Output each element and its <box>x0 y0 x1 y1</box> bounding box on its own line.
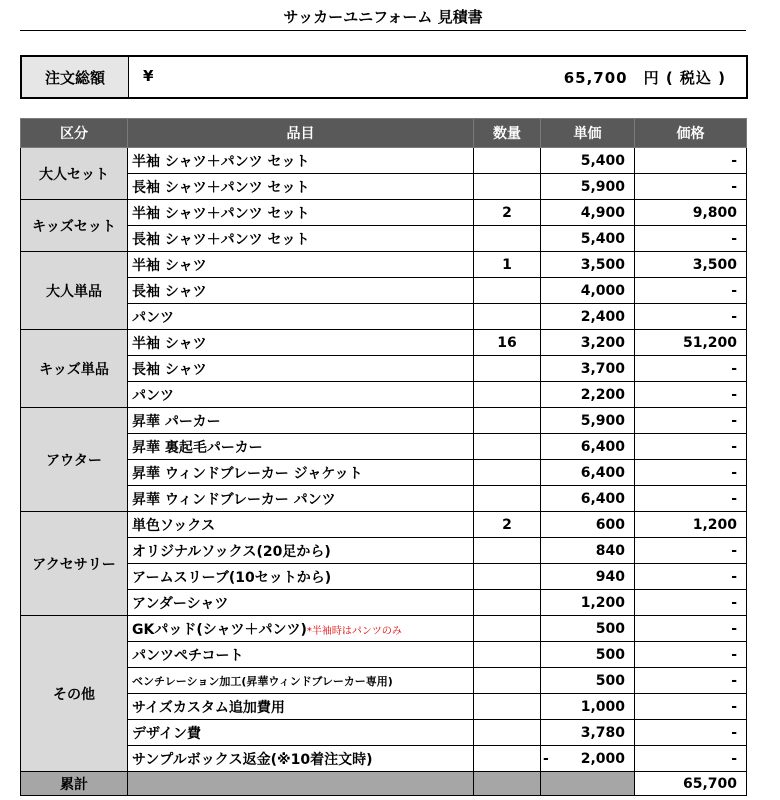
item-cell <box>128 434 474 460</box>
unit-price-cell: 6,400 <box>541 486 635 512</box>
item-cell <box>128 278 474 304</box>
unit-price-cell: 6,400 <box>541 460 635 486</box>
quantity-cell <box>474 460 541 486</box>
category-cell: アクセサリー <box>21 512 128 616</box>
table-row <box>21 434 747 460</box>
price-cell: 51,200 <box>635 330 747 356</box>
quantity-cell <box>474 304 541 330</box>
quantity-cell <box>474 746 541 772</box>
unit-price-cell: 3,700 <box>541 356 635 382</box>
total-row-value: 65,700 <box>635 772 747 796</box>
unit-price-cell: 3,500 <box>541 252 635 278</box>
unit-price-cell: 840 <box>541 538 635 564</box>
unit-price-cell: 1,000 <box>541 694 635 720</box>
table-header-row <box>21 119 747 148</box>
table-row <box>21 694 747 720</box>
table-row <box>21 512 747 538</box>
unit-price-cell <box>541 746 635 772</box>
table-row <box>21 382 747 408</box>
unit-price-cell: 5,900 <box>541 174 635 200</box>
table-row <box>21 200 747 226</box>
price-cell: 9,800 <box>635 200 747 226</box>
quantity-cell <box>474 486 541 512</box>
quantity-cell <box>474 226 541 252</box>
table-row <box>21 356 747 382</box>
price-cell: - <box>635 694 747 720</box>
price-cell: - <box>635 148 747 174</box>
item-name: パンツ <box>132 309 174 326</box>
item-cell <box>128 330 474 356</box>
table-row <box>21 486 747 512</box>
unit-price-cell: 940 <box>541 564 635 590</box>
quantity-cell <box>474 148 541 174</box>
item-name: 昇華 ウィンドブレーカー パンツ <box>132 491 336 508</box>
price-cell: - <box>635 408 747 434</box>
quantity-cell <box>474 642 541 668</box>
quantity-cell <box>474 538 541 564</box>
price-cell: 1,200 <box>635 512 747 538</box>
header-category: 区分 <box>21 119 128 148</box>
price-cell: - <box>635 564 747 590</box>
category-cell: キッズセット <box>21 200 128 252</box>
item-cell <box>128 252 474 278</box>
total-row-blank <box>474 772 541 796</box>
item-name: パンツ <box>132 387 174 404</box>
table-row <box>21 720 747 746</box>
item-name: 長袖 シャツ <box>132 283 207 300</box>
item-name: 長袖 シャツ <box>132 361 207 378</box>
price-cell: - <box>635 486 747 512</box>
quantity-cell <box>474 356 541 382</box>
item-cell <box>128 460 474 486</box>
header-unit-price: 単価 <box>541 119 635 148</box>
price-cell: 3,500 <box>635 252 747 278</box>
price-cell: - <box>635 590 747 616</box>
table-row <box>21 460 747 486</box>
item-name: デザイン費 <box>132 725 202 742</box>
unit-price-cell: 4,900 <box>541 200 635 226</box>
category-cell: アウター <box>21 408 128 512</box>
table-row <box>21 746 747 772</box>
table-row <box>21 642 747 668</box>
quantity-cell <box>474 590 541 616</box>
item-cell <box>128 356 474 382</box>
quantity-cell <box>474 382 541 408</box>
table-row <box>21 668 747 694</box>
price-cell: - <box>635 304 747 330</box>
table-row <box>21 148 747 174</box>
unit-price-cell: 3,200 <box>541 330 635 356</box>
unit-price-cell: 2,200 <box>541 382 635 408</box>
item-cell <box>128 200 474 226</box>
item-cell <box>128 746 474 772</box>
item-note: *半袖時はパンツのみ <box>306 625 402 637</box>
item-name: サンプルボックス返金(※10着注文時) <box>132 751 373 768</box>
unit-price-cell: 500 <box>541 668 635 694</box>
item-name: サイズカスタム追加費用 <box>132 699 285 716</box>
table-row <box>21 330 747 356</box>
unit-price-cell: 2,400 <box>541 304 635 330</box>
category-cell: 大人単品 <box>21 252 128 330</box>
quantity-cell <box>474 408 541 434</box>
total-row-blank <box>541 772 635 796</box>
item-name: オリジナルソックス(20足から) <box>132 543 331 560</box>
item-name: 半袖 シャツ <box>132 257 207 274</box>
unit-price-cell: 600 <box>541 512 635 538</box>
unit-price-cell: 6,400 <box>541 434 635 460</box>
quantity-cell <box>474 278 541 304</box>
table-row <box>21 278 747 304</box>
item-name: 昇華 パーカー <box>132 413 221 430</box>
quantity-cell: 1 <box>474 252 541 278</box>
item-cell <box>128 226 474 252</box>
order-total-value <box>129 57 746 97</box>
currency-symbol: ¥ <box>143 67 154 85</box>
total-row <box>21 772 747 796</box>
unit-price-value: 2,000 <box>580 750 625 767</box>
item-cell <box>128 486 474 512</box>
total-row-label: 累計 <box>21 772 128 796</box>
order-total-label: 注文総額 <box>22 57 129 97</box>
item-cell <box>128 304 474 330</box>
item-cell <box>128 642 474 668</box>
header-price: 価格 <box>635 119 747 148</box>
table-row <box>21 226 747 252</box>
quantity-cell: 2 <box>474 200 541 226</box>
item-cell <box>128 512 474 538</box>
item-cell <box>128 590 474 616</box>
item-name: ベンチレーション加工(昇華ウィンドブレーカー専用) <box>132 674 393 688</box>
item-name: パンツペチコート <box>132 647 244 664</box>
item-name: 長袖 シャツ＋パンツ セット <box>132 231 310 248</box>
price-cell: - <box>635 356 747 382</box>
quantity-cell <box>474 434 541 460</box>
price-cell: - <box>635 720 747 746</box>
table-row <box>21 408 747 434</box>
item-name: 単色ソックス <box>132 517 216 534</box>
table-row <box>21 590 747 616</box>
header-quantity: 数量 <box>474 119 541 148</box>
price-cell: - <box>635 460 747 486</box>
unit-price-cell: 5,400 <box>541 148 635 174</box>
item-name: 半袖 シャツ＋パンツ セット <box>132 153 310 170</box>
unit-price-cell: 1,200 <box>541 590 635 616</box>
price-cell: - <box>635 174 747 200</box>
price-cell: - <box>635 746 747 772</box>
price-cell: - <box>635 434 747 460</box>
price-cell: - <box>635 382 747 408</box>
item-cell <box>128 616 474 642</box>
item-name: GKパッド(シャツ＋パンツ) <box>132 621 307 638</box>
item-cell <box>128 408 474 434</box>
unit-price-cell: 3,780 <box>541 720 635 746</box>
estimate-table <box>20 118 747 796</box>
document-title: サッカーユニフォーム 見積書 <box>283 8 483 26</box>
price-cell: - <box>635 538 747 564</box>
order-total-amount: 65,700 円 ( 税込 ) <box>563 69 726 87</box>
quantity-cell <box>474 174 541 200</box>
unit-price-cell: 500 <box>541 642 635 668</box>
title-underline <box>20 30 746 31</box>
quantity-cell: 2 <box>474 512 541 538</box>
table-row <box>21 616 747 642</box>
price-cell: - <box>635 278 747 304</box>
category-cell: 大人セット <box>21 148 128 200</box>
item-cell <box>128 148 474 174</box>
unit-price-sign: - <box>543 750 549 767</box>
item-cell <box>128 720 474 746</box>
price-cell: - <box>635 226 747 252</box>
header-item: 品目 <box>128 119 474 148</box>
table-row <box>21 174 747 200</box>
item-name: アームスリーブ(10セットから) <box>132 569 332 586</box>
item-cell <box>128 668 474 694</box>
category-cell: キッズ単品 <box>21 330 128 408</box>
price-cell: - <box>635 616 747 642</box>
unit-price-cell: 4,000 <box>541 278 635 304</box>
item-name: 半袖 シャツ <box>132 335 207 352</box>
item-cell <box>128 382 474 408</box>
item-name: 昇華 ウィンドブレーカー ジャケット <box>132 465 363 482</box>
quantity-cell <box>474 564 541 590</box>
quantity-cell <box>474 720 541 746</box>
category-cell: その他 <box>21 616 128 772</box>
table-row <box>21 304 747 330</box>
estimate-body <box>21 148 747 772</box>
quantity-cell <box>474 668 541 694</box>
item-cell <box>128 538 474 564</box>
unit-price-cell: 5,900 <box>541 408 635 434</box>
price-cell: - <box>635 642 747 668</box>
item-cell <box>128 174 474 200</box>
item-cell <box>128 564 474 590</box>
order-total-box <box>20 55 748 99</box>
table-row <box>21 564 747 590</box>
unit-price-cell: 500 <box>541 616 635 642</box>
item-name: 長袖 シャツ＋パンツ セット <box>132 179 310 196</box>
price-cell: - <box>635 668 747 694</box>
table-row <box>21 538 747 564</box>
item-name: 半袖 シャツ＋パンツ セット <box>132 205 310 222</box>
quantity-cell <box>474 616 541 642</box>
item-cell <box>128 694 474 720</box>
table-row <box>21 252 747 278</box>
total-row-blank <box>128 772 474 796</box>
item-name: アンダーシャツ <box>132 595 229 612</box>
unit-price-cell: 5,400 <box>541 226 635 252</box>
quantity-cell <box>474 694 541 720</box>
item-name: 昇華 裏起毛パーカー <box>132 439 263 456</box>
quantity-cell: 16 <box>474 330 541 356</box>
